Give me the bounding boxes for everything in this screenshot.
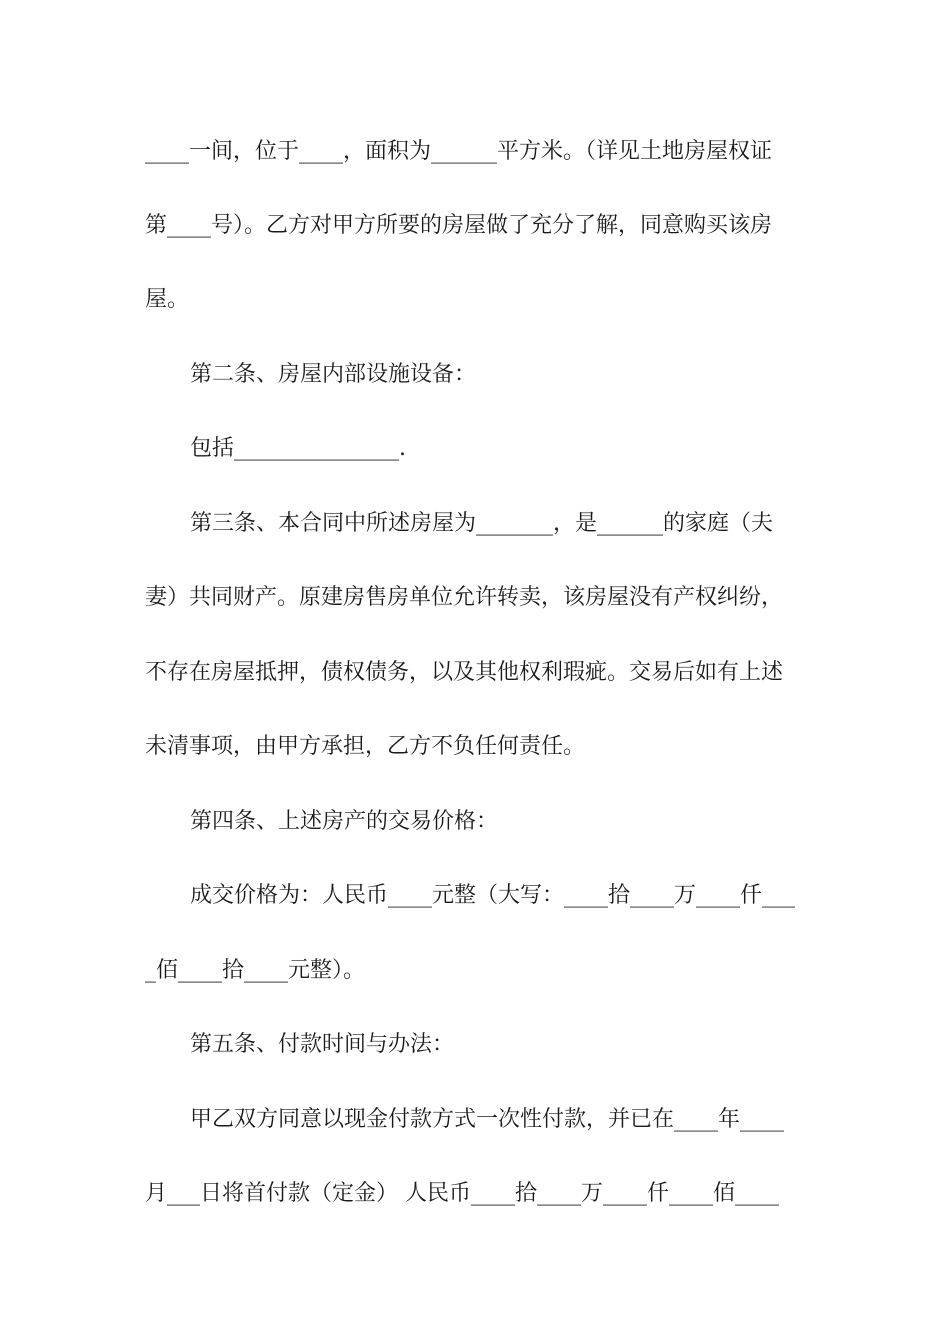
text-line: 月___日将首付款（定金） 人民币____拾____万____仟____佰____ bbox=[145, 1181, 779, 1206]
text-line: 妻）共同财产。原建房售房单位允许转卖，该房屋没有产权纠纷， bbox=[145, 585, 784, 610]
text-line: 未清事项，由甲方承担，乙方不负任何责任。 bbox=[145, 734, 586, 759]
text-line: 成交价格为：人民币____元整（大写：____拾____万____仟___ bbox=[190, 883, 796, 908]
section-heading: 第四条、上述房产的交易价格： bbox=[190, 809, 499, 834]
text-line: 第____号）。乙方对甲方所要的房屋做了充分了解，同意购买该房 bbox=[145, 213, 773, 238]
text-line: 包括_______________. bbox=[190, 436, 406, 461]
text-line: _佰____拾____元整）。 bbox=[145, 958, 366, 983]
text-line: 甲乙双方同意以现金付款方式一次性付款，并已在____年____ bbox=[190, 1107, 785, 1132]
section-heading: 第五条、付款时间与办法： bbox=[190, 1032, 455, 1057]
text-line: 不存在房屋抵押，债权债务，以及其他权利瑕疵。交易后如有上述 bbox=[145, 660, 784, 685]
section-heading: 第二条、房屋内部设施设备： bbox=[190, 362, 477, 387]
text-line: 屋。 bbox=[145, 287, 190, 312]
text-line: ____一间，位于____，面积为______平方米。（详见土地房屋权证 bbox=[145, 139, 773, 164]
section-heading: 第三条、本合同中所述房屋为_______，是______的家庭（夫 bbox=[190, 511, 774, 536]
